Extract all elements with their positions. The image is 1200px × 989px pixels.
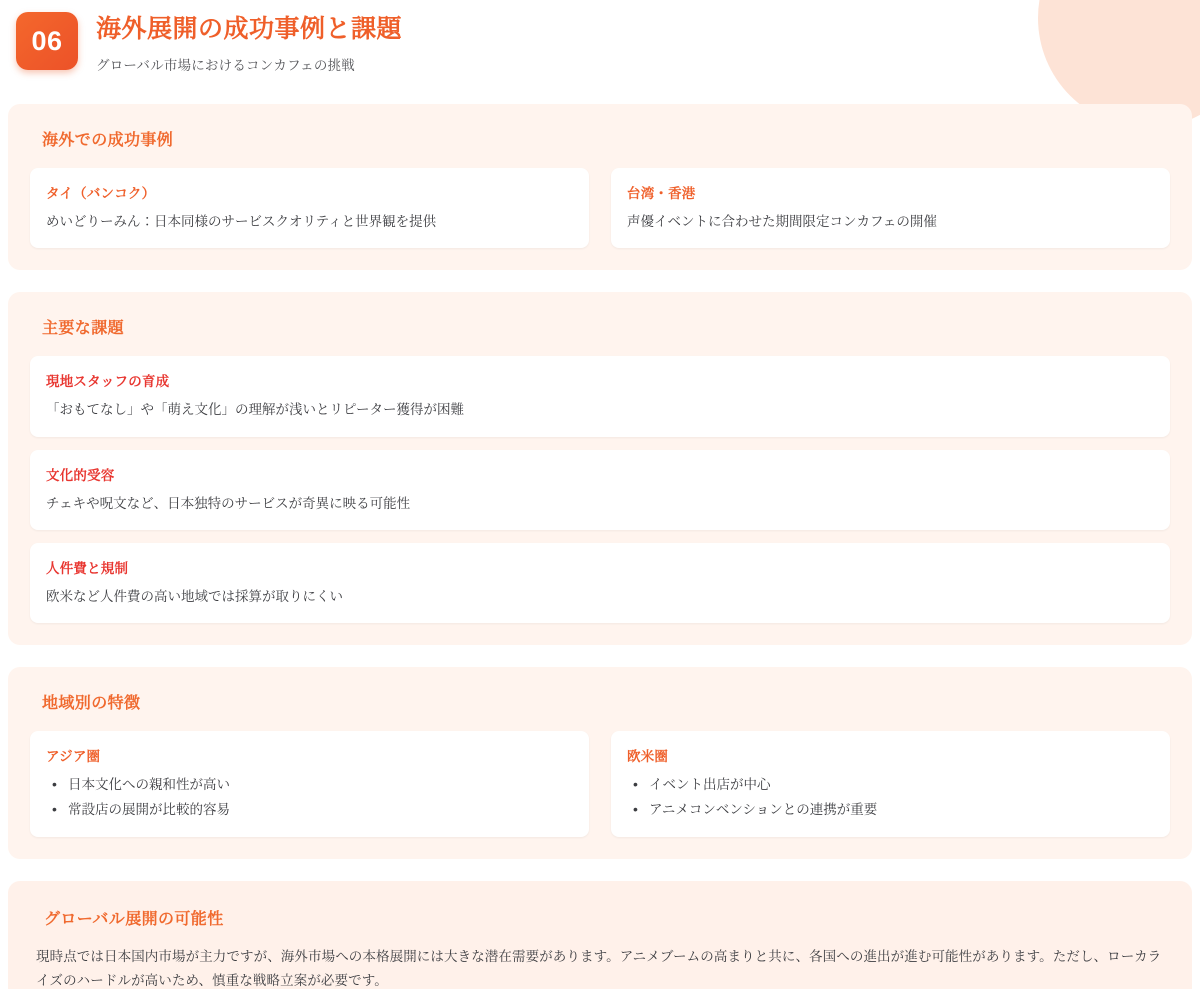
card-title: 人件費と規制 [46, 560, 129, 576]
section-global-potential [8, 881, 1192, 989]
page-subtitle: グローバル市場におけるコンカフェの挑戦 [96, 58, 355, 74]
header-text-group [96, 10, 402, 74]
success-card-grid [30, 168, 1170, 248]
page-title: 海外展開の成功事例と課題 [96, 15, 403, 43]
section-main-issues [8, 292, 1192, 645]
region-bullet-list [627, 775, 1154, 821]
region-card-grid [30, 731, 1170, 837]
card-title: 現地スタッフの育成 [46, 374, 170, 390]
list-item: • 常設店の展開が比較的容易 [46, 800, 573, 821]
card-text: めいどりーみん：日本同様のサービスクオリティと世界観を提供 [46, 214, 437, 229]
card-text: チェキや呪文など、日本独特のサービスが奇異に映る可能性 [46, 495, 411, 511]
card-text: 「おもてなし」や「萌え文化」の理解が浅いとリピーター獲得が困難 [46, 402, 464, 418]
success-card-taiwan-hongkong [611, 168, 1170, 248]
section-title-success: 海外での成功事例 [42, 132, 174, 149]
card-text: 声優イベントに合わせた期間限定コンカフェの開催 [627, 214, 937, 229]
list-item: • アニメコンベンションとの連携が重要 [627, 800, 1154, 821]
card-text: 欧米など人件費の高い地域では採算が取りにくい [46, 588, 343, 604]
section-title-issues: 主要な課題 [42, 320, 125, 338]
card-title: アジア圏 [46, 749, 101, 764]
slide-header [8, 0, 1192, 104]
section-success-cases [8, 104, 1192, 270]
card-title: タイ（バンコク） [46, 186, 156, 201]
issue-card-labor-cost-regulation [30, 543, 1170, 623]
card-title: 台湾・香港 [627, 186, 696, 201]
section-title-summary: グローバル展開の可能性 [44, 910, 224, 928]
issue-card-stack [30, 356, 1170, 623]
region-bullet-list [46, 775, 573, 821]
region-card-western [611, 731, 1170, 837]
issue-card-staff-training [30, 356, 1170, 436]
summary-text: 現時点では日本国内市場が主力ですが、海外市場への本格展開には大きな潜在需要があります。アニメブームの高まりと共に、各国への進出が進む可能性があります。ただし、ローカライズのハードルが高いため、慎重な戦略立案が必要です。 [36, 948, 1162, 988]
list-item: • 日本文化への親和性が高い [46, 775, 573, 796]
slide-number-badge: 06 [16, 12, 78, 70]
region-card-asia [30, 731, 589, 837]
card-title: 欧米圏 [627, 749, 669, 764]
card-title: 文化的受容 [46, 467, 115, 483]
section-title-regions: 地域別の特徴 [42, 695, 141, 712]
section-regional-features [8, 667, 1192, 859]
success-card-thailand [30, 168, 589, 248]
issue-card-cultural-acceptance [30, 450, 1170, 530]
list-item: • イベント出店が中心 [627, 775, 1154, 796]
